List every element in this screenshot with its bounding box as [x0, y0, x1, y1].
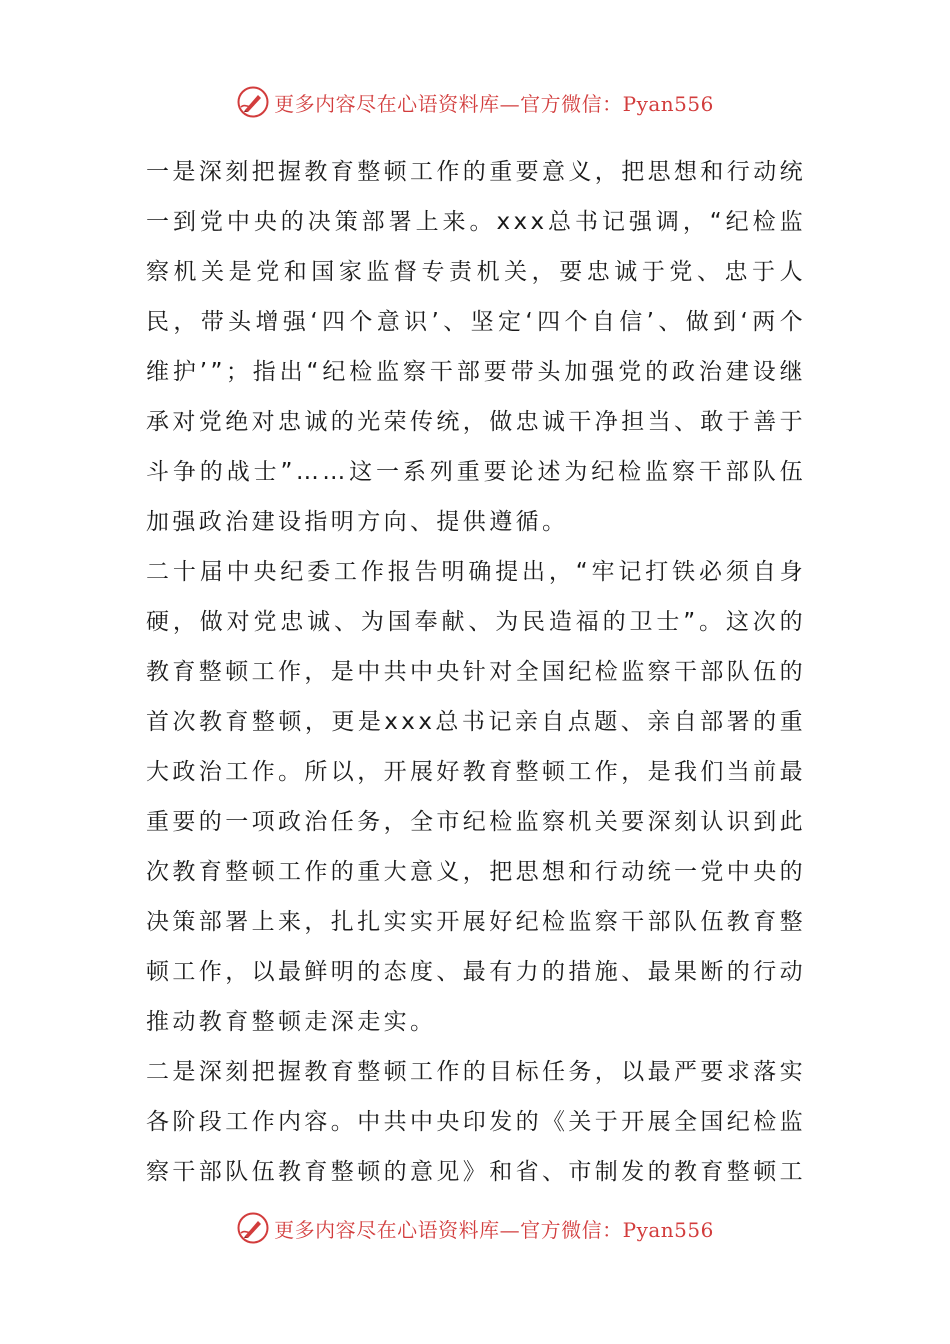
document-body: [146, 147, 806, 1197]
paragraph-3: 二是深刻把握教育整顿工作的目标任务，以最严要求落实各阶段工作内容。中共中央印发的《关于开展全国纪检监察干部队伍教育整顿的意见》和省、市制发的教育整顿工: [146, 1059, 806, 1185]
header-banner: [0, 82, 950, 122]
footer-banner: [0, 1208, 950, 1248]
paragraph-1: 一是深刻把握教育整顿工作的重要意义，把思想和行动统一到党中央的决策部署上来。xxx总书记强调，“纪检监察机关是党和国家监督专责机关，要忠诚于党、忠于人民，带头增强‘四个意识’、坚定‘四个自信’、做到‘两个维护’”；指出“纪检监察干部要带头加强党的政治建设继承对党绝对忠诚的光荣传统，做忠诚干净担当、敢于善于斗争的战士”……这一系列重要论述为纪检监察干部队伍加强政治建设指明方向、提供遵循。: [146, 159, 806, 535]
pen-writing-logo-icon: [236, 1211, 270, 1245]
header-banner-text: 更多内容尽在心语资料库—官方微信：Pyan556: [274, 91, 714, 116]
footer-banner-text: 更多内容尽在心语资料库—官方微信：Pyan556: [274, 1217, 714, 1242]
paragraph-2: 二十届中央纪委工作报告明确提出，“牢记打铁必须自身硬，做对党忠诚、为国奉献、为民造福的卫士”。这次的教育整顿工作，是中共中央针对全国纪检监察干部队伍的首次教育整顿，更是xxx总书记亲自点题、亲自部署的重大政治工作。所以，开展好教育整顿工作，是我们当前最重要的一项政治任务，全市纪检监察机关要深刻认识到此次教育整顿工作的重大意义，把思想和行动统一党中央的决策部署上来，扎扎实实开展好纪检监察干部队伍教育整顿工作，以最鲜明的态度、最有力的措施、最果断的行动推动教育整顿走深走实。: [146, 559, 806, 1035]
pen-writing-logo-icon: [236, 85, 270, 119]
